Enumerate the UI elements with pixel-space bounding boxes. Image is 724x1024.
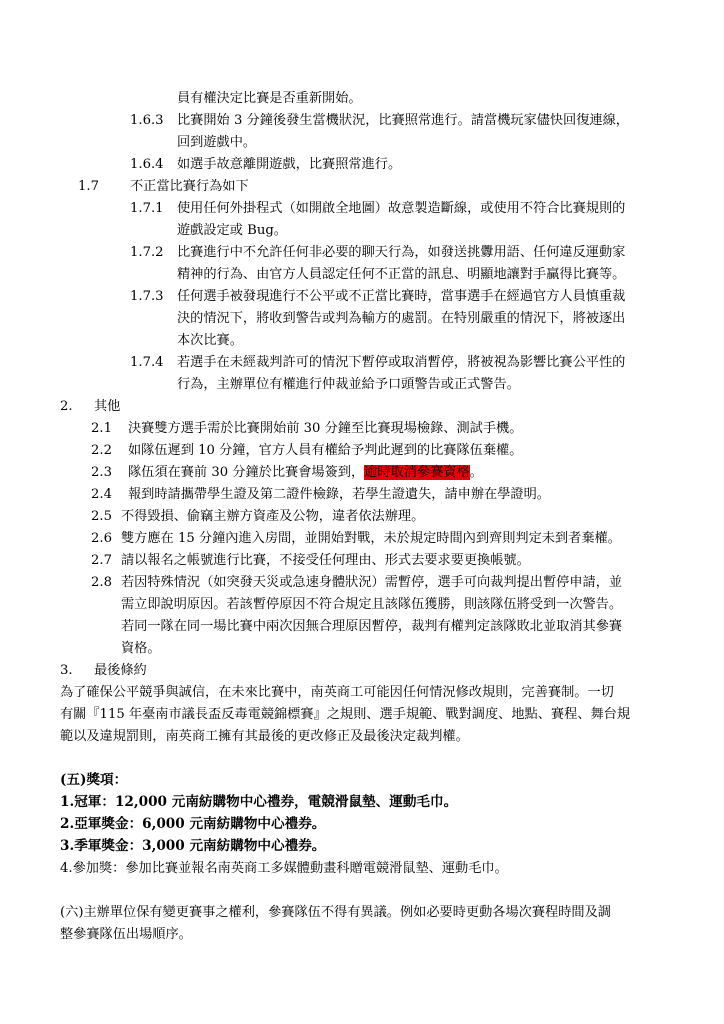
rule-1-6-4-number: 1.6.4 [130, 157, 164, 172]
award-participation: 4.參加獎：參加比賽並報名南英商工多媒體動畫科贈電競滑鼠墊、運動毛巾。 [60, 861, 508, 876]
rule-2-8-line2: 需立即說明原因。若該暫停原因不符合規定且該隊伍獲勝，則該隊伍將受到一次警告。 [121, 597, 623, 612]
rule-1-7-2-line2: 精神的行為、由官方人員認定任何不正當的訊息、明顯地讓對手贏得比賽等。 [177, 267, 626, 282]
rule-1-7-3-number: 1.7.3 [130, 289, 164, 304]
rule-1-7-4-line1: 若選手在未經裁判許可的情況下暫停或取消暫停，將被視為影響比賽公平性的 [177, 355, 626, 370]
rule-2-8-number: 2.8 [91, 575, 112, 590]
rule-1-6-3-line1: 比賽開始 3 分鐘後發生當機狀況，比賽照常進行。請當機玩家儘快回復連線， [177, 113, 629, 128]
rule-2-3-highlight: 逾時取消參賽資格 [364, 465, 470, 480]
section-3-line2: 有關『115 年臺南市議長盃反毒電競錦標賽』之規則、選手規範、戰對調度、地點、賽程、舞台規 [60, 707, 631, 722]
rule-1-7-title: 不正當比賽行為如下 [130, 179, 249, 194]
rule-2-5-number: 2.5 [91, 509, 112, 524]
rule-1-7-4-number: 1.7.4 [130, 355, 164, 370]
rule-1-7-4-line2: 行為，主辦單位有權進行仲裁並給予口頭警告或正式警告。 [177, 377, 520, 392]
rule-1-7-1-line1: 使用任何外掛程式（如開啟全地圖）故意製造斷線，或使用不符合比賽規則的 [177, 201, 626, 216]
section-2-title: 其他 [94, 399, 121, 414]
awards-heading: (五)獎項： [60, 772, 128, 788]
rule-2-6-text: 雙方應在 15 分鐘內進入房間，並開始對戰，未於規定時間內到齊則判定未到者棄權。 [121, 531, 621, 546]
rule-2-4-text: 報到時請攜帶學生證及第二證件檢錄，若學生證遺失，請申辦在學證明。 [128, 487, 550, 502]
rule-2-2-text: 如隊伍遲到 10 分鐘，官方人員有權給予判此遲到的比賽隊伍棄權。 [128, 443, 523, 458]
rule-2-2-number: 2.2 [91, 443, 112, 458]
section-3-line1: 為了確保公平競爭與誠信，在未來比賽中，南英商工可能因任何情況修改規則，完善賽制。一切 [60, 685, 614, 700]
rule-2-3-text-before: 隊伍須在賽前 30 分鐘於比賽會場簽到， [128, 465, 365, 480]
rule-1-7-3-line3: 本次比賽。 [177, 333, 243, 348]
rule-2-4-number: 2.4 [91, 487, 112, 502]
rule-1-7-number: 1.7 [78, 179, 99, 194]
rule-1-6-4-line1: 如選手故意離開遊戲，比賽照常進行。 [177, 157, 402, 172]
rule-1-7-2-line1: 比賽進行中不允許任何非必要的聊天行為，如發送挑釁用語、任何違反運動家 [177, 245, 626, 260]
award-third: 3.季軍獎金：3,000 元南紡購物中心禮券。 [60, 838, 326, 854]
rule-2-1-text: 決賽雙方選手需於比賽開始前 30 分鐘至比賽現場檢錄、測試手機。 [128, 421, 523, 436]
rule-1-7-1-line2: 遊戲設定或 Bug。 [177, 223, 287, 238]
rule-2-6-number: 2.6 [91, 531, 112, 546]
rule-1-6-3-number: 1.6.3 [130, 113, 164, 128]
rule-1-7-3-line1: 任何選手被發現進行不公平或不正當比賽時，當事選手在經過官方人員慎重裁 [177, 289, 626, 304]
rule-2-8-line3: 若同一隊在同一場比賽中兩次因無合理原因暫停，裁判有權判定該隊敗北並取消其參賽 [121, 619, 623, 634]
rule-1-7-1-number: 1.7.1 [130, 201, 164, 216]
rule-1-7-2-number: 1.7.2 [130, 245, 164, 260]
rule-2-3-number: 2.3 [91, 465, 112, 480]
rule-2-8-line4: 資格。 [121, 641, 161, 656]
rule-1-6-3-line2: 回到遊戲中。 [177, 135, 257, 150]
section-3-line3: 範以及違規罰則，南英商工擁有其最後的更改修正及最後決定裁判權。 [60, 729, 469, 744]
section-3-title: 最後條約 [94, 663, 147, 678]
rule-1-7-3-line2: 決的情況下，將收到警告或判為輸方的處罰。在特別嚴重的情況下，將被逐出 [177, 311, 626, 326]
rule-2-7-text: 請以報名之帳號進行比賽，不接受任何理由、形式去要求要更換帳號。 [121, 553, 530, 568]
section-6-line2: 整參賽隊伍出場順序。 [60, 927, 192, 942]
award-second: 2.亞軍獎金：6,000 元南紡購物中心禮券。 [60, 816, 326, 832]
section-3-number: 3. [60, 663, 73, 678]
rule-1-6-2-continuation: 員有權決定比賽是否重新開始。 [177, 91, 362, 106]
section-6-line1: (六)主辦單位保有變更賽事之權利，參賽隊伍不得有異議。例如必要時更動各場次賽程時間及調 [60, 905, 611, 920]
rule-2-5-text: 不得毀損、偷竊主辦方資產及公物，違者依法辦理。 [121, 509, 425, 524]
award-first: 1.冠軍：12,000 元南紡購物中心禮券，電競滑鼠墊、運動毛巾。 [60, 794, 458, 810]
rule-2-1-number: 2.1 [91, 421, 112, 436]
rule-2-3-text [128, 463, 483, 482]
rule-2-7-number: 2.7 [91, 553, 112, 568]
rule-2-3-text-after: 。 [469, 465, 483, 480]
section-2-number: 2. [60, 399, 73, 414]
rule-2-8-line1: 若因特殊情況（如突發天災或急速身體狀況）需暫停，選手可向裁判提出暫停申請，並 [121, 575, 623, 590]
